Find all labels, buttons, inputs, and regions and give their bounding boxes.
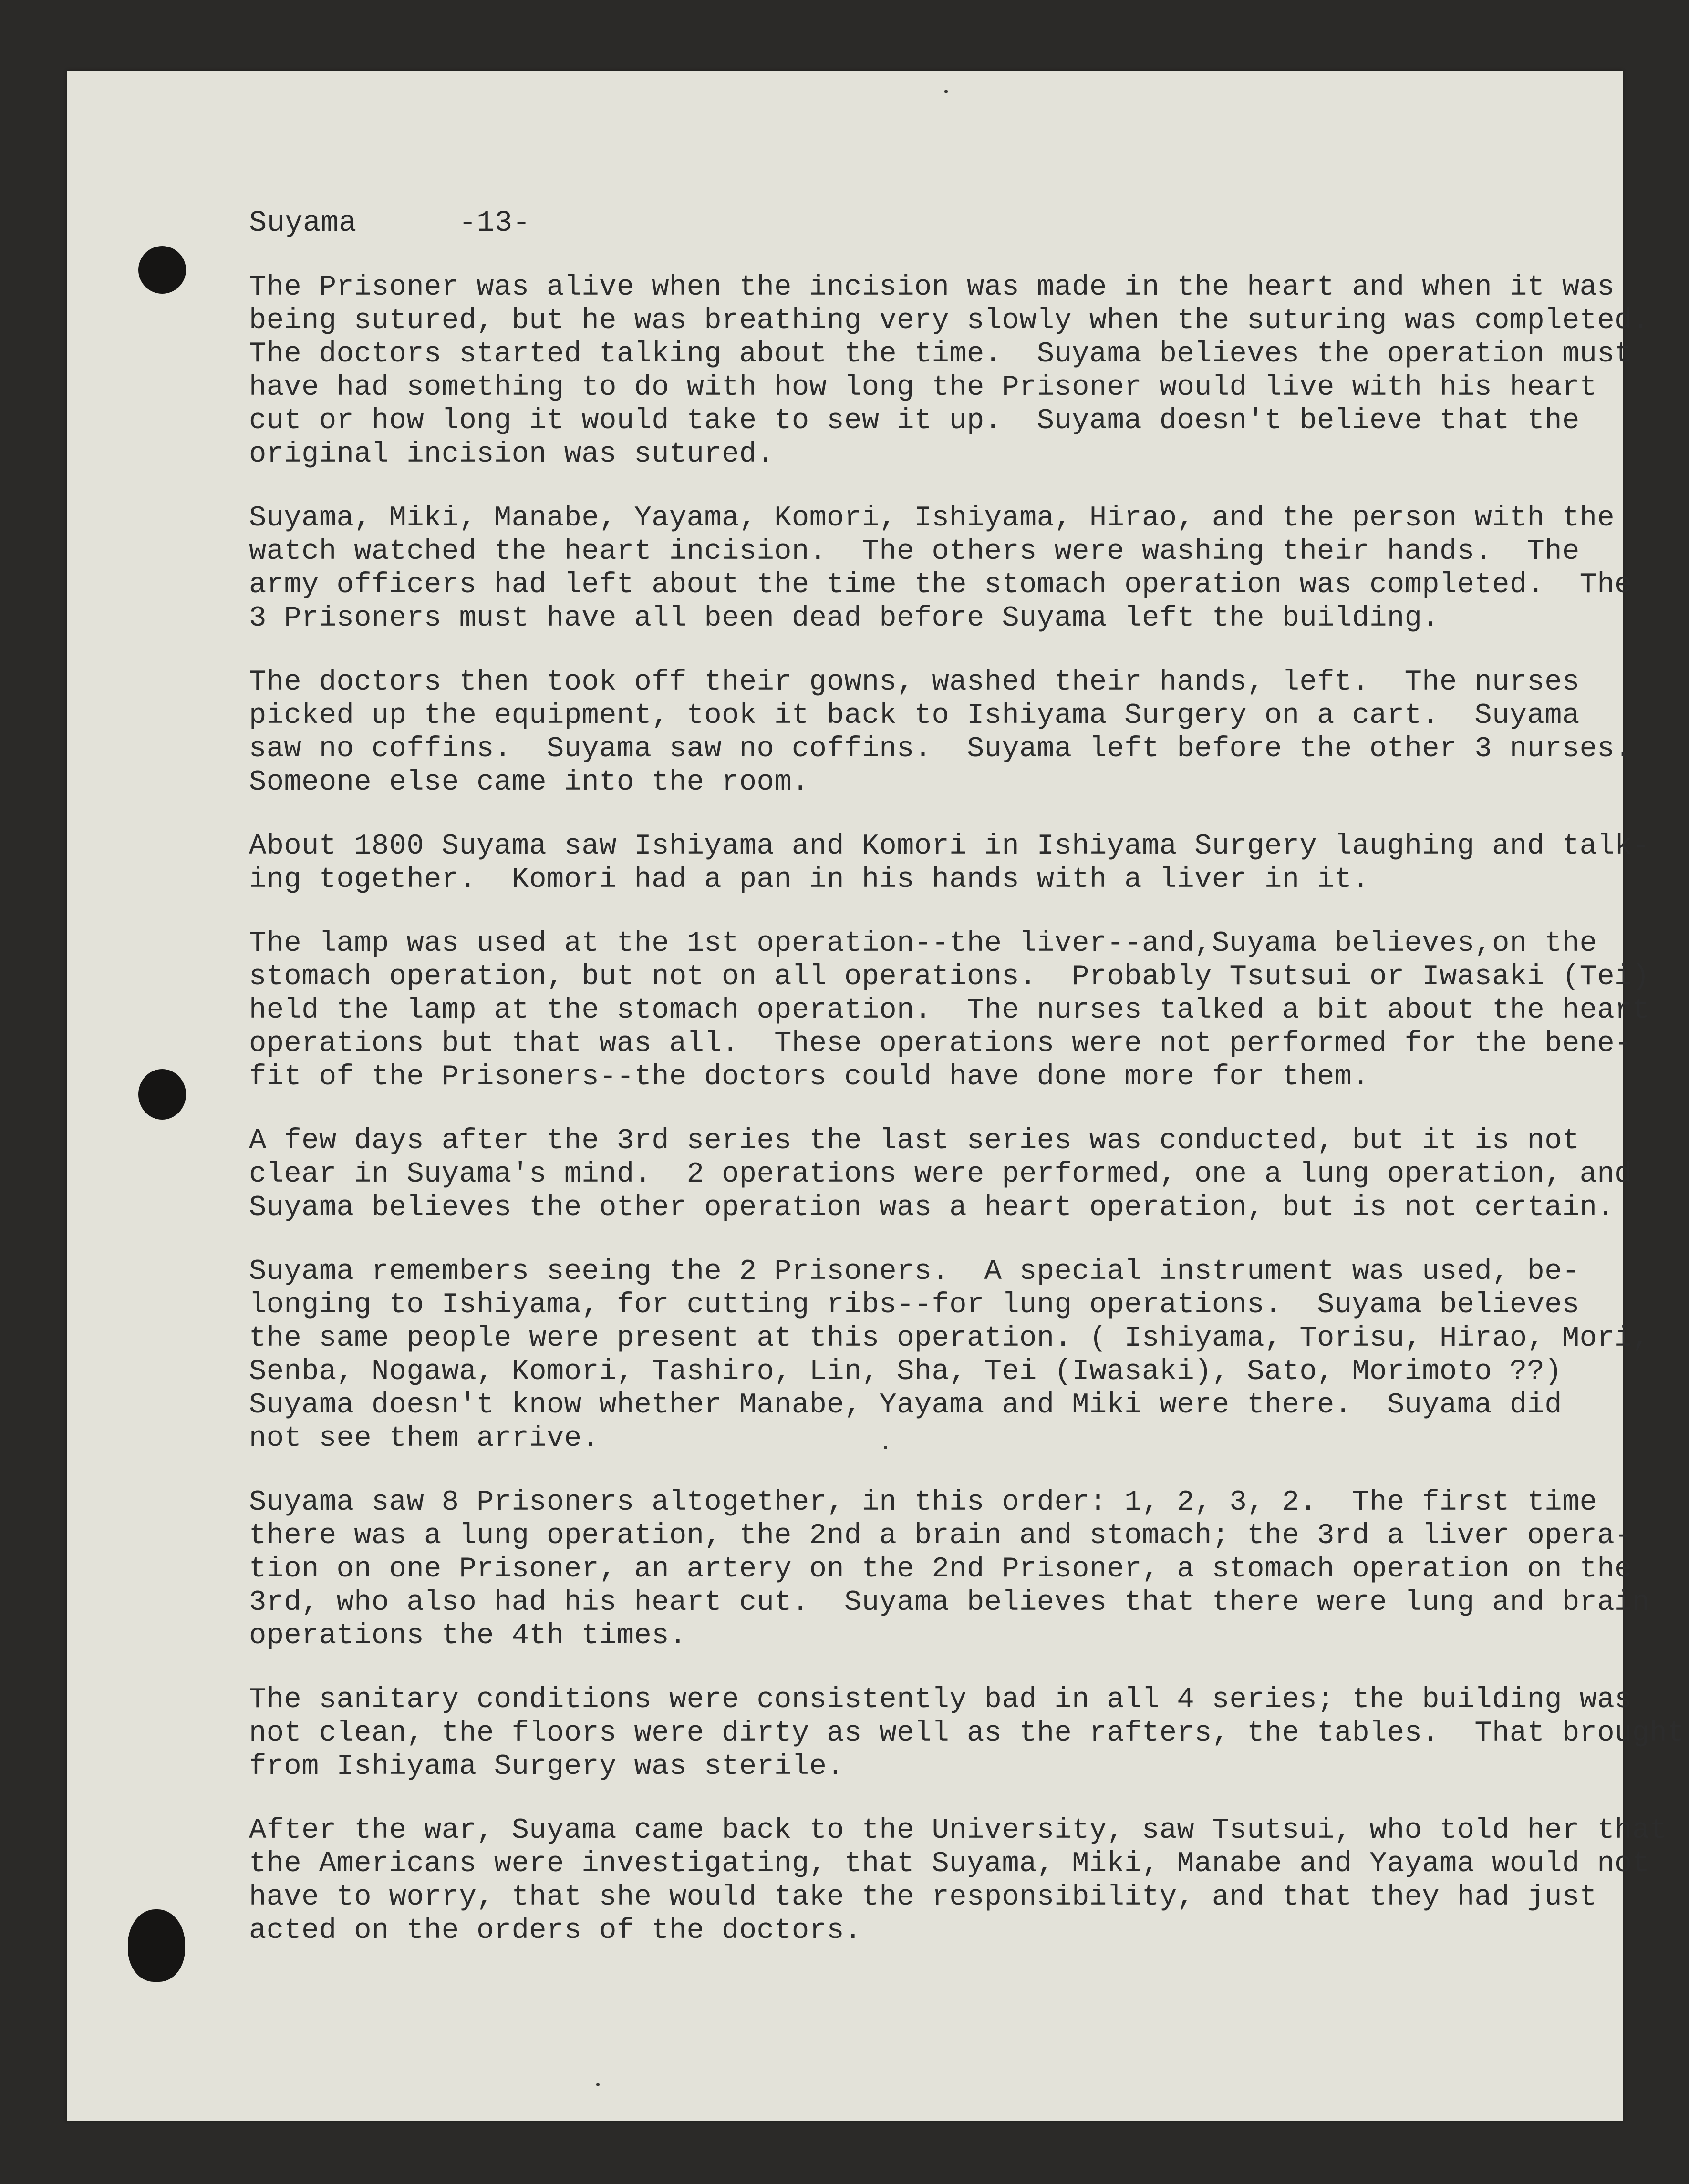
text-line: 3rd, who also had his heart cut. Suyama believes that there were lung and brain — [249, 1586, 1650, 1619]
text-line: A few days after the 3rd series the last series was conducted, but it is not — [249, 1125, 1580, 1157]
text-line: Suyama, Miki, Manabe, Yayama, Komori, Ishiyama, Hirao, and the person with the — [249, 502, 1615, 535]
paper-speck — [596, 2083, 600, 2086]
paragraph — [249, 1486, 1650, 1653]
text-line: watch watched the heart incision. The others were washing their hands. The — [249, 536, 1580, 568]
text-line: acted on the orders of the doctors. — [249, 1915, 862, 1947]
text-line: picked up the equipment, took it back to Ishiyama Surgery on a cart. Suyama — [249, 700, 1580, 732]
text-line: The Prisoner was alive when the incision was made in the heart and when it was — [249, 271, 1615, 304]
paragraph — [249, 830, 1650, 896]
text-line: from Ishiyama Surgery was sterile. — [249, 1751, 845, 1783]
paragraph — [249, 1814, 1668, 1947]
text-line: being sutured, but he was breathing very slowly when the suturing was completed. — [249, 305, 1650, 337]
text-line: The sanitary conditions were consistently bad in all 4 series; the building was — [249, 1684, 1632, 1716]
text-line: the same people were present at this operation. ( Ishiyama, Torisu, Hirao, Mori, — [249, 1322, 1650, 1355]
text-line: there was a lung operation, the 2nd a brain and stomach; the 3rd a liver opera- — [249, 1520, 1632, 1552]
text-line: fit of the Prisoners--the doctors could have done more for them. — [249, 1061, 1370, 1093]
text-line: After the war, Suyama came back to the University, saw Tsutsui, who told her that — [249, 1814, 1668, 1847]
document-body — [249, 271, 1685, 1978]
text-line: The doctors started talking about the time. Suyama believes the operation must — [249, 338, 1632, 371]
text-line: held the lamp at the stomach operation. The nurses talked a bit about the heart — [249, 994, 1650, 1027]
text-line: operations the 4th times. — [249, 1620, 687, 1652]
text-line: About 1800 Suyama saw Ishiyama and Komori in Ishiyama Surgery laughing and talk- — [249, 830, 1650, 863]
text-line: stomach operation, but not on all operations. Probably Tsutsui or Iwasaki (Tei) — [249, 961, 1650, 993]
text-line: operations but that was all. These operations were not performed for the bene- — [249, 1028, 1632, 1060]
text-line: have had something to do with how long the Prisoner would live with his heart — [249, 371, 1597, 404]
paragraph — [249, 1683, 1685, 1783]
document-page — [67, 71, 1685, 2121]
punch-hole-middle — [138, 1069, 186, 1120]
text-line: Suyama saw 8 Prisoners altogether, in this order: 1, 2, 3, 2. The first time — [249, 1486, 1597, 1519]
text-line: Someone else came into the room. — [249, 766, 809, 799]
text-line: saw no coffins. Suyama saw no coffins. Suyama left before the other 3 nurses. — [249, 733, 1632, 765]
header-name: Suyama — [249, 206, 357, 240]
paragraph — [249, 271, 1650, 471]
paper-speck — [944, 90, 948, 93]
text-line: original incision was sutured. — [249, 438, 775, 471]
text-line: Suyama remembers seeing the 2 Prisoners. A special instrument was used, be- — [249, 1256, 1580, 1288]
text-line: not see them arrive. — [249, 1422, 600, 1455]
paragraph — [249, 927, 1650, 1094]
page-number: -13- — [458, 206, 531, 240]
text-line: 3 Prisoners must have all been dead before Suyama left the building. — [249, 602, 1440, 635]
text-line: army officers had left about the time the stomach operation was completed. The — [249, 569, 1632, 601]
paragraph — [249, 1124, 1632, 1225]
punch-hole-top — [138, 246, 186, 294]
text-line: the Americans were investigating, that Suyama, Miki, Manabe and Yayama would not — [249, 1848, 1650, 1880]
text-line: cut or how long it would take to sew it up. Suyama doesn't believe that the — [249, 405, 1580, 437]
text-line: not clean, the floors were dirty as well as the rafters, the tables. That brought — [249, 1717, 1685, 1750]
page-header — [249, 206, 530, 240]
text-line: The lamp was used at the 1st operation--the liver--and,Suyama believes,on the — [249, 927, 1597, 960]
text-line: The doctors then took off their gowns, washed their hands, left. The nurses — [249, 666, 1580, 699]
text-line: Suyama believes the other operation was a heart operation, but is not certain. — [249, 1192, 1615, 1224]
text-line: longing to Ishiyama, for cutting ribs--for lung operations. Suyama believes — [249, 1289, 1580, 1321]
text-line: clear in Suyama's mind. 2 operations were performed, one a lung operation, and — [249, 1158, 1632, 1191]
text-line: have to worry, that she would take the responsibility, and that they had just — [249, 1881, 1597, 1914]
text-line: ing together. Komori had a pan in his hands with a liver in it. — [249, 864, 1370, 896]
text-line: Suyama doesn't know whether Manabe, Yayama and Miki were there. Suyama did — [249, 1389, 1562, 1422]
punch-hole-bottom — [128, 1909, 185, 1982]
paragraph — [249, 502, 1632, 635]
paragraph — [249, 666, 1632, 799]
text-line: Senba, Nogawa, Komori, Tashiro, Lin, Sha, Tei (Iwasaki), Sato, Morimoto ??) — [249, 1356, 1562, 1388]
text-line: tion on one Prisoner, an artery on the 2nd Prisoner, a stomach operation on the — [249, 1553, 1632, 1586]
paragraph — [249, 1255, 1650, 1455]
